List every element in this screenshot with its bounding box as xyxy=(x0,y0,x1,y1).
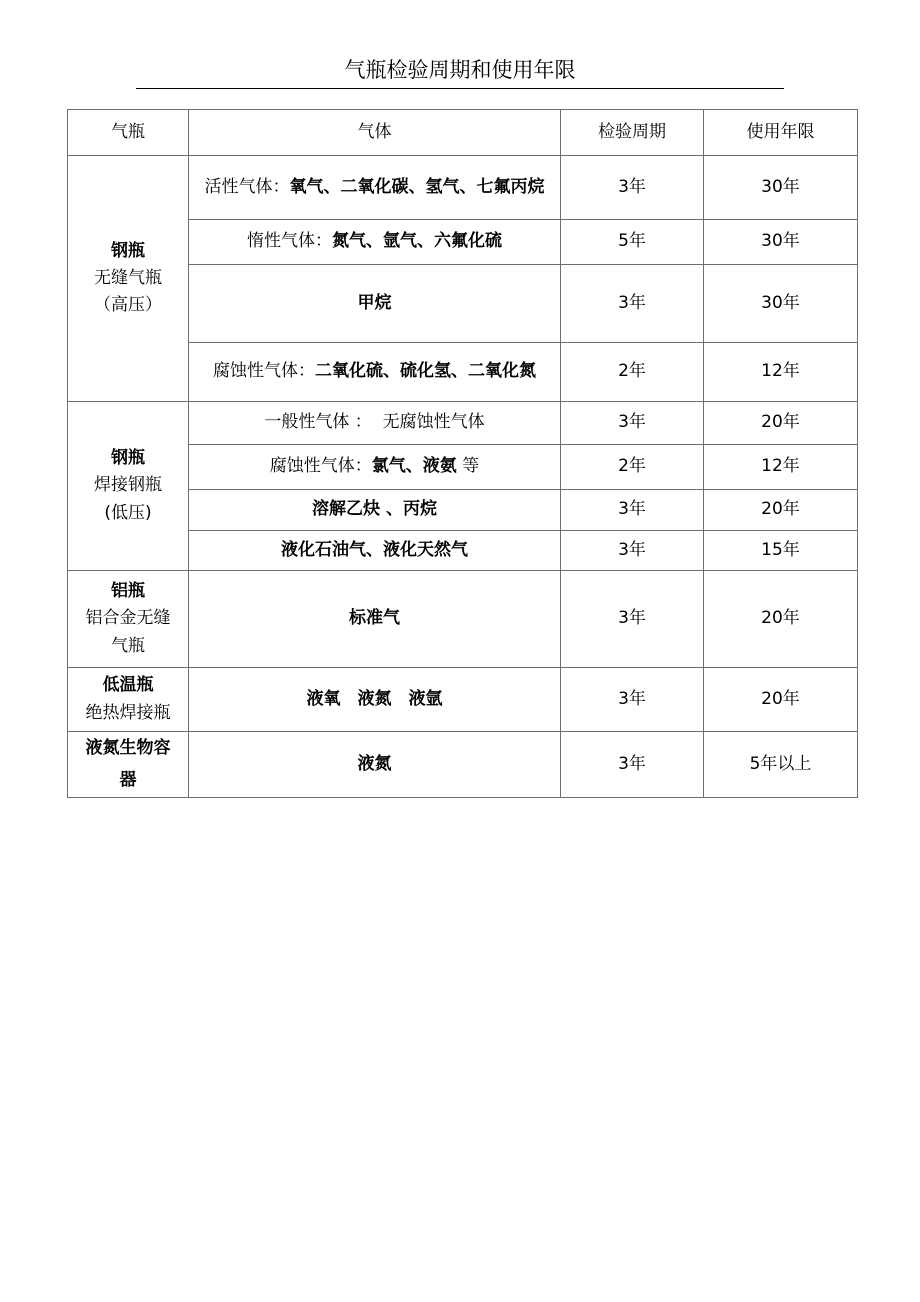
life-cell: 20年 xyxy=(704,571,858,668)
period-cell: 3年 xyxy=(561,571,704,668)
life-cell: 20年 xyxy=(704,668,858,732)
cylinder-cell xyxy=(68,732,189,798)
cylinder-desc: 铝合金无缝 xyxy=(85,608,171,629)
life-cell: 15年 xyxy=(704,531,858,571)
cylinder-name: 液氮生物容器 xyxy=(85,738,171,791)
table-row xyxy=(68,571,858,668)
gas-cell xyxy=(189,732,561,798)
period-cell: 3年 xyxy=(561,490,704,531)
life-cell: 20年 xyxy=(704,490,858,531)
gas-cell xyxy=(189,343,561,402)
header-inspection-period: 检验周期 xyxy=(561,110,704,156)
gas-names: 氧气、二氧化碳、氢气、七氟丙烷 xyxy=(289,177,545,198)
gas-names: 氮气、氩气、六氟化硫 xyxy=(332,231,502,252)
gas-cell xyxy=(189,490,561,531)
gas-names: 标准气 xyxy=(349,608,400,629)
gas-names: 液化石油气、液化天然气 xyxy=(281,539,468,560)
cylinder-pressure: (低压) xyxy=(104,502,152,523)
table-row xyxy=(68,402,858,445)
header-service-life: 使用年限 xyxy=(704,110,858,156)
title-underline xyxy=(136,88,784,89)
header-gas: 气体 xyxy=(189,110,561,156)
gas-cell xyxy=(189,445,561,490)
gas-names: 液氮 xyxy=(357,753,392,774)
gas-cell xyxy=(189,571,561,668)
period-cell: 3年 xyxy=(561,668,704,732)
life-cell: 12年 xyxy=(704,343,858,402)
life-cell: 30年 xyxy=(704,265,858,343)
period-cell: 2年 xyxy=(561,343,704,402)
gas-cell xyxy=(189,220,561,265)
life-cell: 30年 xyxy=(704,220,858,265)
cylinder-name: 钢瓶 xyxy=(111,448,145,469)
gas-cell xyxy=(189,402,561,445)
gas-cell xyxy=(189,668,561,732)
period-cell: 5年 xyxy=(561,220,704,265)
table-header-row xyxy=(68,110,858,156)
cylinder-name: 低温瓶 xyxy=(102,675,154,696)
cylinder-pressure: （高压） xyxy=(94,295,162,316)
gas-category: 活性气体： xyxy=(204,177,290,198)
gas-etc: 等 xyxy=(456,456,480,477)
cylinder-cell xyxy=(68,571,189,668)
cylinder-desc: 绝热焊接瓶 xyxy=(85,702,171,723)
cylinder-desc-cont: 气瓶 xyxy=(111,635,145,656)
table-row xyxy=(68,732,858,798)
gas-category: 腐蚀性气体： xyxy=(213,361,315,382)
header-cylinder: 气瓶 xyxy=(68,110,189,156)
gas-category: 惰性气体： xyxy=(247,231,332,252)
table-row xyxy=(68,668,858,732)
cylinder-name: 铝瓶 xyxy=(111,581,145,602)
cylinder-table xyxy=(67,109,858,798)
gas-names: 甲烷 xyxy=(357,292,392,313)
cylinder-desc: 焊接钢瓶 xyxy=(94,475,162,496)
cylinder-cell xyxy=(68,156,189,402)
gas-names: 二氧化硫、硫化氢、二氧化氮 xyxy=(315,361,536,382)
life-cell: 12年 xyxy=(704,445,858,490)
period-cell: 3年 xyxy=(561,531,704,571)
life-cell: 20年 xyxy=(704,402,858,445)
cylinder-cell xyxy=(68,402,189,571)
period-cell: 3年 xyxy=(561,156,704,220)
gas-cell xyxy=(189,156,561,220)
gas-names: 溶解乙炔 、丙烷 xyxy=(312,499,437,520)
period-cell: 2年 xyxy=(561,445,704,490)
gas-cell xyxy=(189,531,561,571)
period-cell: 3年 xyxy=(561,265,704,343)
cylinder-desc: 无缝气瓶 xyxy=(94,267,162,288)
cylinder-cell xyxy=(68,668,189,732)
gas-names: 液氧 液氮 液氩 xyxy=(306,688,443,709)
life-cell: 5年以上 xyxy=(704,732,858,798)
period-cell: 3年 xyxy=(561,732,704,798)
gas-names: 氯气、液氨 xyxy=(371,456,457,477)
cylinder-name: 钢瓶 xyxy=(111,240,145,261)
life-cell: 30年 xyxy=(704,156,858,220)
gas-category: 一般性气体 ： 无腐蚀性气体 xyxy=(264,412,485,433)
document-title: 气瓶检验周期和使用年限 xyxy=(344,58,576,82)
gas-cell xyxy=(189,265,561,343)
period-cell: 3年 xyxy=(561,402,704,445)
gas-category: 腐蚀性气体： xyxy=(269,456,372,477)
table-row xyxy=(68,156,858,220)
